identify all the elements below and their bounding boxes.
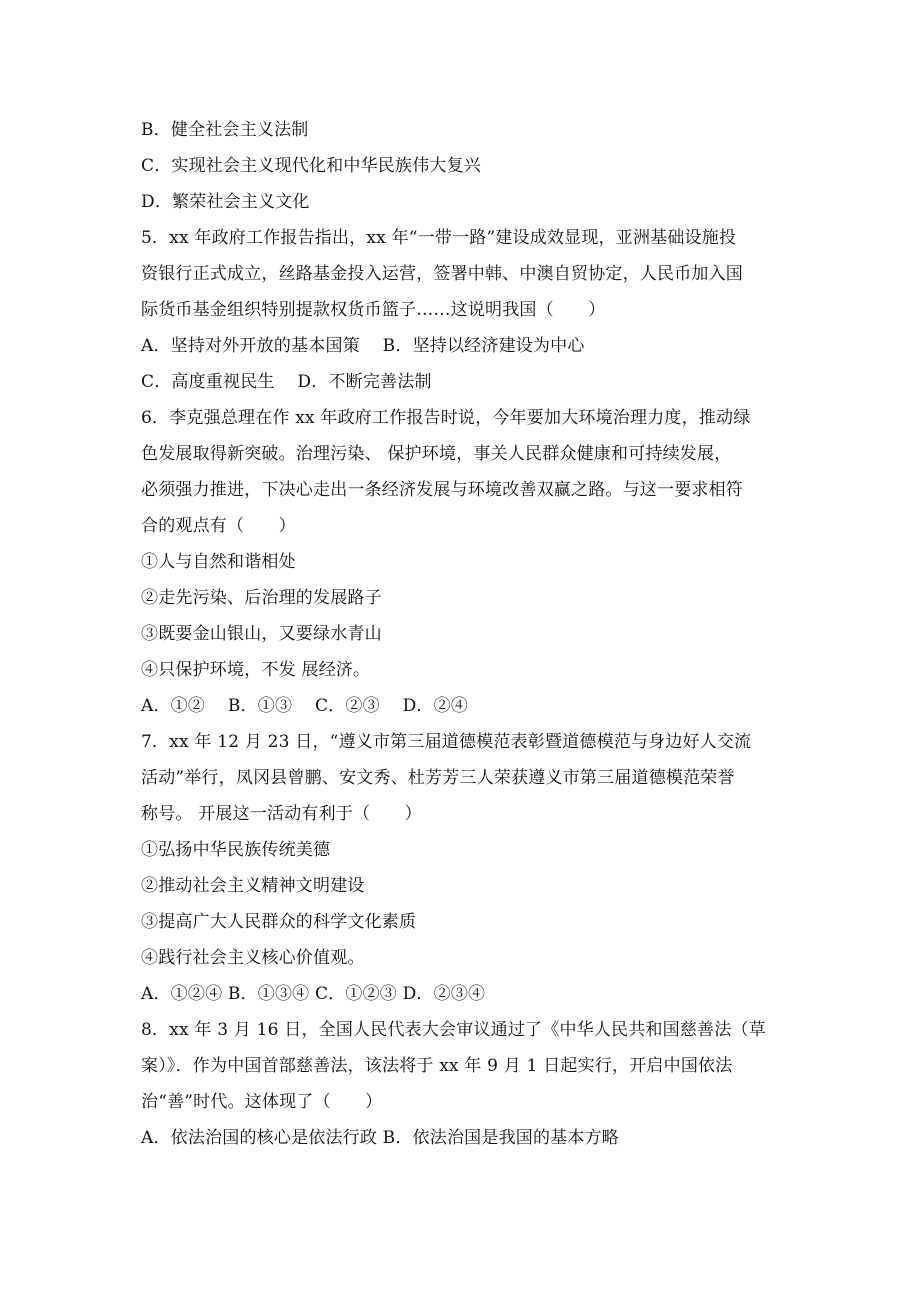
statement-item: ①人与自然和谐相处 — [141, 552, 296, 572]
question-5 — [141, 220, 781, 400]
options-line: A．依法治国的核心是依法行政 B．依法治国是我国的基本方略 — [141, 1128, 619, 1148]
question-7 — [141, 724, 781, 1012]
question-text-line: 色发展取得新突破。治理污染、 保护环境，事关人民群众健康和可持续发展， — [141, 444, 732, 464]
question-text-line: 际货币基金组织特别提款权货币篮子……这说明我国（ ） — [141, 300, 606, 320]
options-line: A．①②④ B．①③④ C．①②③ D．②③④ — [141, 984, 486, 1004]
option-d: D．繁荣社会主义文化 — [141, 192, 310, 212]
statement-item: ②推动社会主义精神文明建设 — [141, 876, 365, 896]
question-text-line: 必须强力推进，下决心走出一条经济发展与环境改善双赢之路。与这一要求相符 — [141, 480, 743, 500]
document-body — [141, 112, 781, 1156]
question-text-line: 5．xx 年政府工作报告指出，xx 年“一带一路”建设成效显现，亚洲基础设施投 — [141, 228, 737, 248]
statement-item: ③提高广大人民群众的科学文化素质 — [141, 912, 417, 932]
options-line: A．①② B．①③ C．②③ D．②④ — [141, 696, 469, 716]
question-text-line: 6．李克强总理在作 xx 年政府工作报告时说，今年要加大环境治理力度，推动绿 — [141, 408, 751, 428]
option-b: B．健全社会主义法制 — [141, 120, 309, 140]
question-4-options — [141, 112, 781, 220]
question-text-line: 活动”举行，凤冈县曾鹏、安文秀、杜芳芳三人荣获遵义市第三届道德模范荣誉 — [141, 768, 735, 788]
question-text-line: 资银行正式成立，丝路基金投入运营，签署中韩、中澳自贸协定，人民币加入国 — [141, 264, 743, 284]
statement-item: ④只保护环境，不发 展经济。 — [141, 660, 371, 680]
statement-item: ②走先污染、后治理的发展路子 — [141, 588, 382, 608]
statement-item: ③既要金山银山，又要绿水青山 — [141, 624, 382, 644]
question-text-line: 7．xx 年 12 月 23 日，“遵义市第三届道德模范表彰暨道德模范与身边好人交流 — [141, 732, 752, 752]
question-text-line: 治“善”时代。这体现了（ ） — [141, 1092, 383, 1112]
options-line: C．高度重视民生 D．不断完善法制 — [141, 372, 432, 392]
statement-item: ①弘扬中华民族传统美德 — [141, 840, 331, 860]
question-6 — [141, 400, 781, 724]
statement-item: ④践行社会主义核心价值观。 — [141, 948, 365, 968]
question-8 — [141, 1012, 781, 1156]
question-text-line: 案）》．作为中国首部慈善法，该法将于 xx 年 9 月 1 日起实行，开启中国依法 — [141, 1056, 733, 1076]
question-text-line: 8．xx 年 3 月 16 日，全国人民代表大会审议通过了《中华人民共和国慈善法（草 — [141, 1020, 766, 1040]
question-text-line: 合的观点有（ ） — [141, 516, 296, 536]
question-text-line: 称号。 开展这一活动有利于（ ） — [141, 804, 422, 824]
option-c: C．实现社会主义现代化和中华民族伟大复兴 — [141, 156, 482, 176]
options-line: A．坚持对外开放的基本国策 B．坚持以经济建设为中心 — [141, 336, 585, 356]
